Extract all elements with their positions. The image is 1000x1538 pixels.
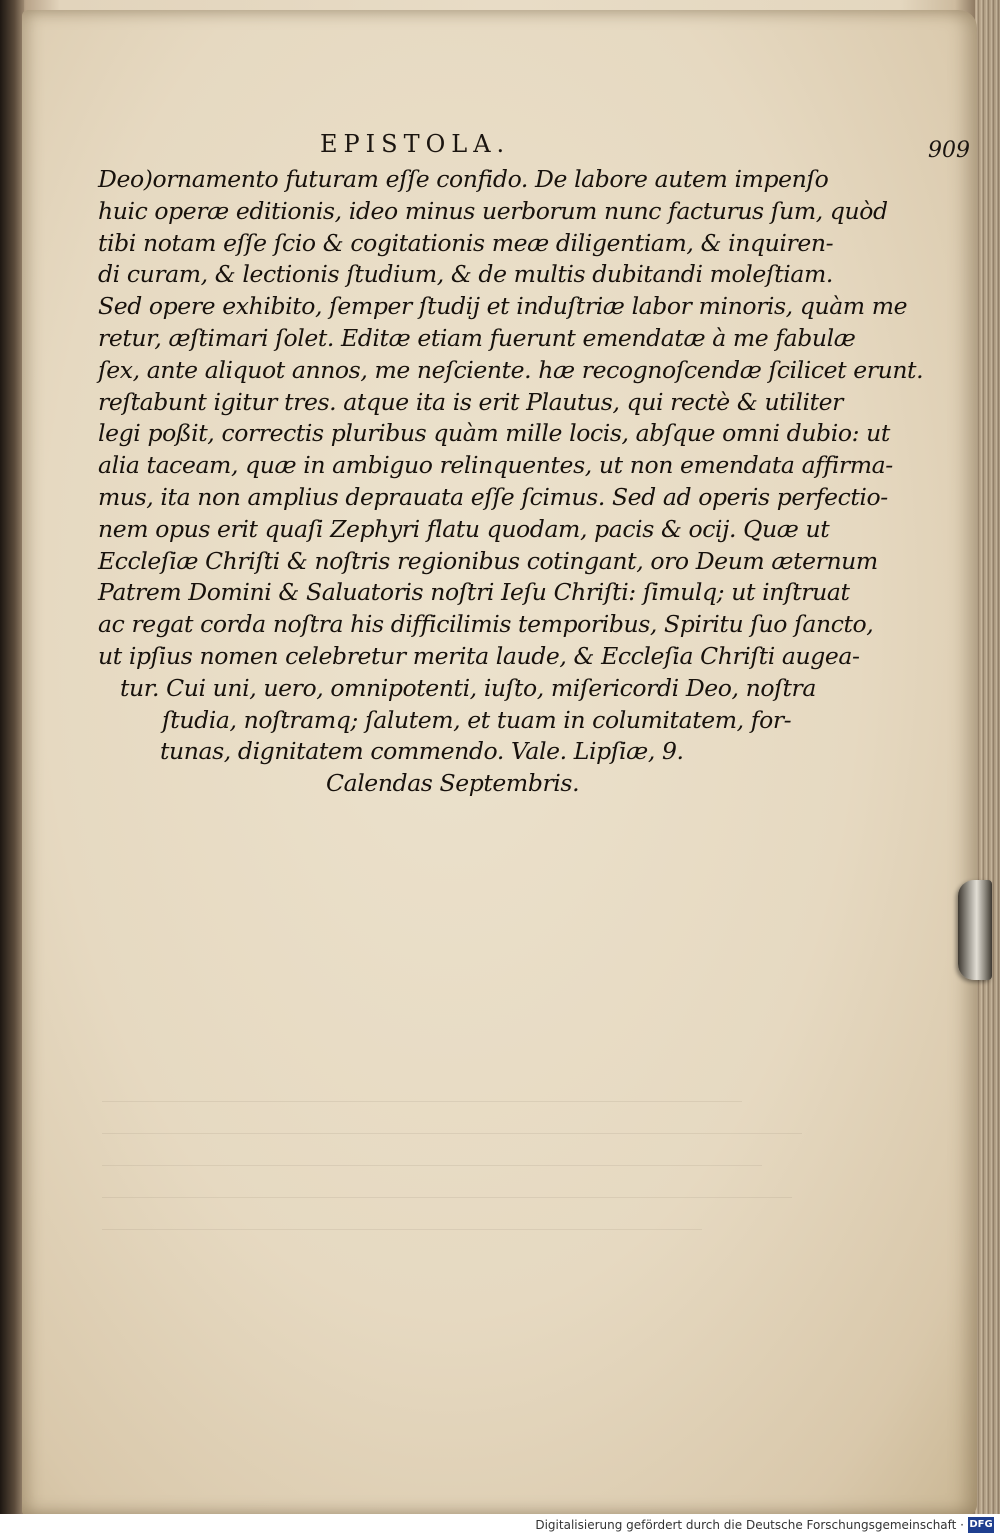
text-line: ſex, ante aliquot annos, me neſciente. hæ recognoſcendæ ſcilicet erunt. [98,355,924,384]
text-line: ac regat corda noſtra his difficilimis temporibus, Spiritu ſuo ſancto, [98,610,874,639]
text-line: tunas, dignitatem commendo. Vale. Lipſiæ, 9. [160,737,684,766]
text-line: ut ipſius nomen celebretur merita laude, & Eccleſia Chriſti augea- [98,641,860,670]
text-line: tur. Cui uni, uero, omnipotenti, iuſto, miſericordi Deo, noſtra [120,673,816,702]
text-line: tibi notam eſſe ſcio & cogitationis meæ diligentiam, & inquiren- [98,228,834,257]
text-line: legi poßit, correctis pluribus quàm mille locis, abſque omni dubio: ut [98,419,890,448]
text-line: reſtabunt igitur tres. atque ita is erit Plautus, qui rectè & utiliter [98,387,843,416]
text-line: mus, ita non amplius deprauata eſſe ſcimus. Sed ad operis perfectio- [98,482,888,511]
show-through-text [102,1070,922,1230]
footer-bar [0,1514,1000,1538]
right-page-stack [975,0,1000,1515]
text-line: ſtudia, noſtramq; ſalutem, et tuam in columitatem, for- [162,705,792,734]
text-line: Deo)ornamento futuram eſſe confido. De labore autem impenſo [98,165,829,193]
text-line: Sed opere exhibito, ſemper ſtudij et induſtriæ labor minoris, quàm me [98,292,908,321]
text-line: nem opus erit quaſi Zephyri flatu quodam, pacis & ocij. Quæ ut [98,514,830,543]
dfg-logo: DFG [968,1517,994,1533]
left-page-edge [0,0,24,1515]
text-line: alia taceam, quæ in ambiguo relinquentes, ut non emendata affirma- [98,451,893,480]
epistola-text [98,164,924,800]
page-number: 909 [928,138,970,163]
funding-credit: Digitalisierung gefördert durch die Deutsche Forschungsgemeinschaft · [535,1518,964,1532]
text-line: Patrem Domini & Saluatoris noſtri Ieſu Chriſti: ſimulq; ut inſtruat [98,578,850,607]
text-line: Calendas Septembris. [326,769,580,798]
text-line: Eccleſiæ Chriſti & noſtris regionibus cotingant, oro Deum æternum [98,546,878,575]
page-clip [958,880,992,980]
running-head: EPISTOLA. [320,130,511,158]
text-line: retur, æſtimari ſolet. Editæ etiam fuerunt emendatæ à me fabulæ [98,323,856,352]
text-line: huic operæ editionis, ideo minus uerborum nunc facturus ſum, quòd [98,196,888,225]
text-line: di curam, & lectionis ſtudium, & de multis dubitandi moleſtiam. [98,260,833,289]
